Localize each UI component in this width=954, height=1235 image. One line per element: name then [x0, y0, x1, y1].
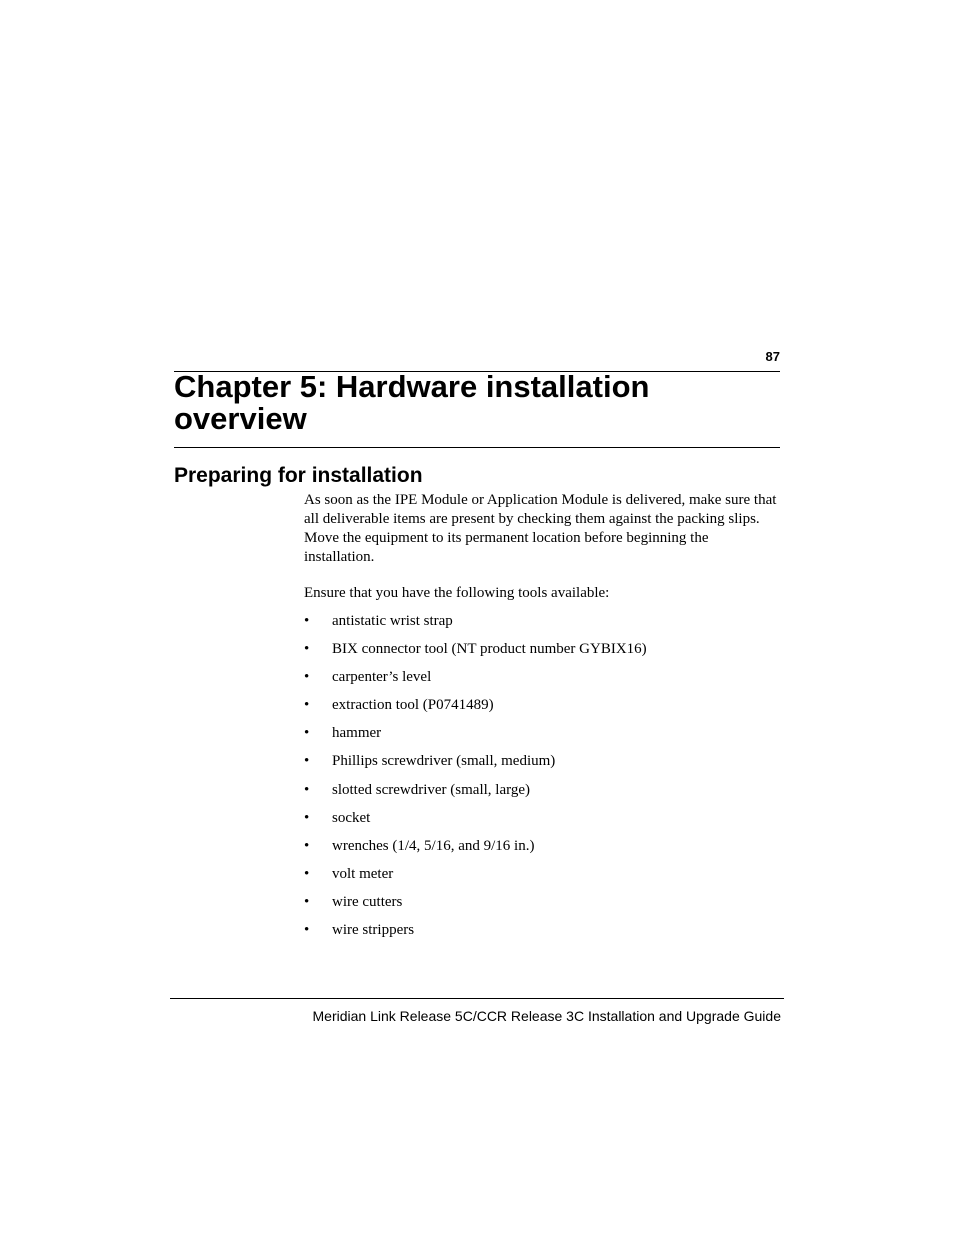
footer-rule: [170, 998, 784, 999]
bullet-icon: •: [304, 697, 310, 714]
list-item: [304, 724, 780, 752]
bullet-icon: •: [304, 613, 310, 629]
list-item-text: wire cutters: [332, 893, 403, 910]
list-item-text: slotted screwdriver (small, large): [332, 781, 530, 798]
chapter-title: [174, 371, 774, 435]
bullet-icon: •: [304, 641, 310, 658]
list-item: [304, 921, 780, 949]
tools-intro-paragraph: Ensure that you have the following tools available:: [304, 585, 610, 601]
list-item-text: wire strippers: [332, 922, 415, 939]
list-item: [304, 668, 780, 696]
footer-text: Meridian Link Release 5C/CCR Release 3C Installation and Upgrade Guide: [312, 1008, 781, 1024]
list-item-text: BIX connector tool (NT product number GYBIX16): [332, 641, 647, 658]
bullet-icon: •: [304, 837, 310, 854]
list-item-text: extraction tool (P0741489): [332, 697, 494, 714]
list-item-text: carpenter’s level: [332, 669, 432, 686]
section-heading: Preparing for installation: [174, 464, 423, 487]
list-item-text: wrenches (1/4, 5/16, and 9/16 in.): [332, 837, 535, 854]
list-item: [304, 612, 780, 640]
list-item: [304, 865, 780, 893]
list-item: [304, 696, 780, 724]
list-item: [304, 640, 780, 668]
bullet-icon: •: [304, 725, 310, 742]
list-item-text: hammer: [332, 725, 382, 742]
chapter-title-rule: [174, 447, 780, 448]
bullet-icon: •: [304, 922, 310, 939]
chapter-title-line-1: Chapter 5: Hardware installation: [174, 369, 650, 404]
list-item-text: Phillips screwdriver (small, medium): [332, 753, 556, 770]
page-number: 87: [765, 349, 780, 364]
list-item: [304, 781, 780, 809]
bullet-icon: •: [304, 753, 310, 770]
list-item-text: socket: [332, 809, 371, 826]
chapter-title-line-2: overview: [174, 401, 307, 436]
intro-paragraph: As soon as the IPE Module or Application Module is delivered, make sure that all deliverable items are present by checking them against the packing slips. Move the equipment to its permanent location before beginning the installation.: [304, 492, 777, 565]
bullet-icon: •: [304, 865, 310, 882]
list-item: [304, 809, 780, 837]
list-item: [304, 752, 780, 780]
bullet-icon: •: [304, 669, 310, 686]
list-item: [304, 893, 780, 921]
list-item-text: antistatic wrist strap: [332, 613, 453, 629]
list-item: [304, 837, 780, 865]
bullet-icon: •: [304, 893, 310, 910]
tools-list: [304, 612, 780, 949]
bullet-icon: •: [304, 781, 310, 798]
bullet-icon: •: [304, 809, 310, 826]
list-item-text: volt meter: [332, 865, 394, 882]
